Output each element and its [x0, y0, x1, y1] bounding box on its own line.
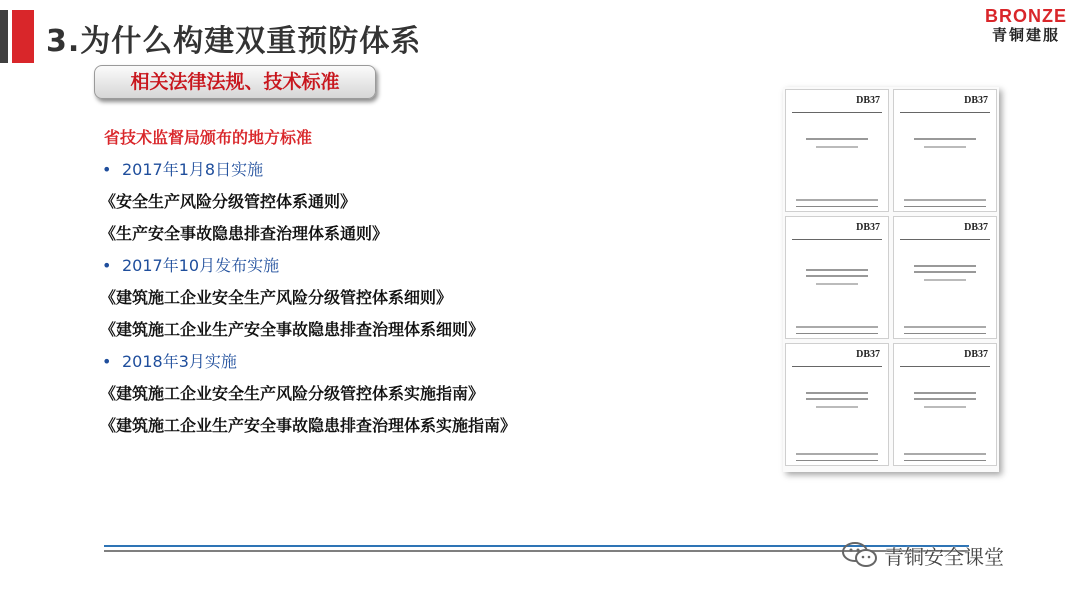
bullet-date-2	[104, 251, 516, 283]
document-title: 《建筑施工企业生产安全事故隐患排查治理体系细则》	[100, 320, 485, 339]
watermark	[840, 540, 1004, 570]
bullet-date-text: 2018年3月实施	[122, 352, 237, 371]
bullet-date-text: 2017年10月发布实施	[122, 256, 280, 275]
bullet-date-3	[104, 347, 516, 379]
bullet-date-text: 2017年1月8日实施	[122, 160, 264, 179]
standard-cover-thumbnail	[785, 216, 889, 339]
document-title: 《建筑施工企业安全生产风险分级管控体系细则》	[100, 288, 453, 307]
subheading: 省技术监督局颁布的地方标准	[104, 128, 313, 147]
db-label: DB37	[856, 222, 880, 233]
document-title: 《建筑施工企业生产安全事故隐患排查治理体系实施指南》	[100, 416, 517, 435]
bronze-logo	[982, 6, 1070, 44]
standard-cover-thumbnail	[785, 89, 889, 212]
logo-wordmark: BRONZE	[985, 6, 1067, 26]
db-label: DB37	[964, 222, 988, 233]
standards-list	[100, 125, 517, 443]
db-label: DB37	[964, 95, 988, 106]
title-accent-bar-dark	[0, 10, 8, 63]
bullet-dot: •	[102, 160, 112, 179]
db-label: DB37	[856, 349, 880, 360]
section-pill: 相关法律法规、技术标准	[94, 65, 376, 99]
logo-chinese: 青铜建服	[991, 26, 1060, 44]
standard-covers-image	[783, 87, 999, 472]
wechat-icon	[840, 540, 880, 570]
standard-cover-thumbnail	[893, 343, 997, 466]
document-title: 《建筑施工企业安全生产风险分级管控体系实施指南》	[100, 384, 485, 403]
title-accent-bar-red	[12, 10, 34, 63]
document-title: 《安全生产风险分级管控体系通则》	[100, 192, 357, 211]
db-label: DB37	[856, 95, 880, 106]
watermark-text: 青铜安全课堂	[884, 544, 1004, 569]
standard-cover-thumbnail	[893, 89, 997, 212]
standard-cover-thumbnail	[785, 343, 889, 466]
db-label: DB37	[964, 349, 988, 360]
bullet-date-1	[104, 155, 516, 187]
bullet-dot: •	[102, 352, 112, 371]
standard-cover-thumbnail	[893, 216, 997, 339]
bullet-dot: •	[102, 256, 112, 275]
slide-title: 3.为什么构建双重预防体系	[46, 24, 422, 59]
document-title: 《生产安全事故隐患排查治理体系通则》	[100, 224, 389, 243]
